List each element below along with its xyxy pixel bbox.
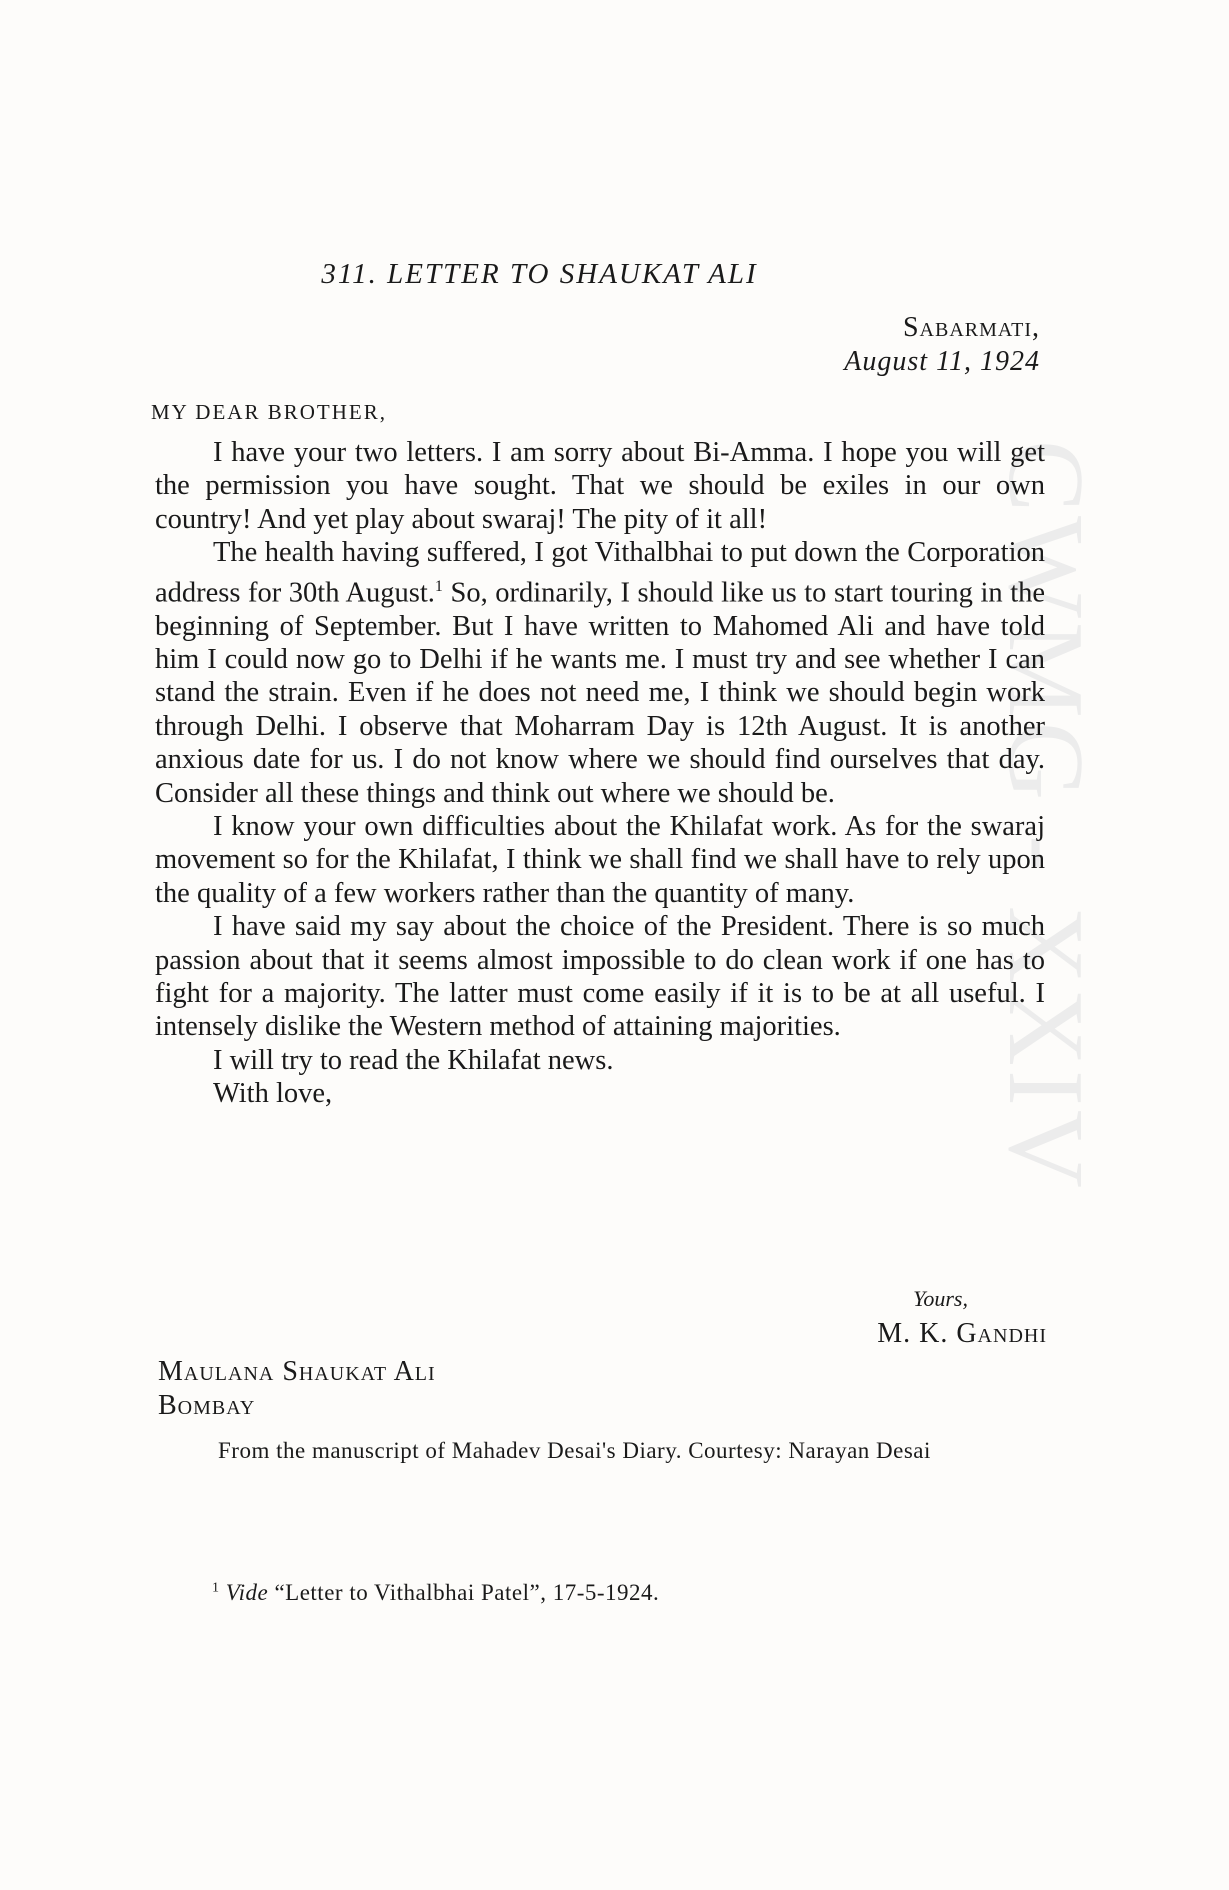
addressee-city: Bombay xyxy=(158,1390,256,1421)
paragraph-5: I will try to read the Khilafat news. xyxy=(213,1044,614,1076)
closing: Yours, xyxy=(913,1286,968,1311)
footnote xyxy=(212,1580,659,1606)
footnote-vide: Vide xyxy=(225,1580,269,1605)
footnote-text: “Letter to Vithalbhai Patel”, 17-5-1924. xyxy=(268,1580,660,1605)
letter-place: Sabarmati, xyxy=(902,312,1040,343)
paragraph-4: I have said my say about the choice of the President. There is so much passion about that it seems almost impossible to do clean work if one has to fight for a majority. The latter must come easily if it is to be at all useful. I intensely dislike the Western method of attaining majorities. xyxy=(155,911,1045,1043)
addressee-name: Maulana Shaukat Ali xyxy=(158,1356,436,1387)
salutation: MY DEAR BROTHER, xyxy=(151,400,387,424)
signature: M. K. Gandhi xyxy=(877,1318,1047,1349)
letter-title: 311. LETTER TO SHAUKAT ALI xyxy=(321,258,758,290)
paragraph-2 xyxy=(155,536,1045,810)
paragraph-3: I know your own difficulties about the Khilafat work. As for the swaraj movement so for the Khilafat, I think we shall find we shall have to rely upon the quality of a few workers rather than the quantity of many. xyxy=(155,810,1045,909)
source-note: From the manuscript of Mahadev Desai's Diary. Courtesy: Narayan Desai xyxy=(218,1438,931,1463)
paragraph-1: I have your two letters. I am sorry about Bi-Amma. I hope you will get the permission you have sought. That we should be exiles in our own country! And yet play about swaraj! The pity of it all! xyxy=(155,437,1045,535)
watermark: CWMG - XXIV xyxy=(986,440,1105,1192)
paragraph-6: With love, xyxy=(213,1078,333,1110)
paragraph-2-rest: So, ordinarily, I should like us to start touring in the beginning of September. But I have written to Mahomed Ali and have told him I could now go to Delhi if he wants me. I must try and see whether I can stand the strain. Even if he does not need me, I think we should begin work through Delhi. I observe that Moharram Day is 12th August. It is another anxious date for us. I do not know where we should find ourselves that day. Consider all these things and think out where we should be. xyxy=(155,577,1046,809)
letter-date: August 11, 1924 xyxy=(844,346,1040,377)
paragraph-2-lead: The health having suffered, I got Vithalbhai to put down the Corporation address for 30th August. xyxy=(155,537,1045,609)
footnote-mark: 1 xyxy=(212,1580,220,1596)
footnote-reference: 1 xyxy=(434,577,443,595)
letter-body xyxy=(155,436,1045,1111)
